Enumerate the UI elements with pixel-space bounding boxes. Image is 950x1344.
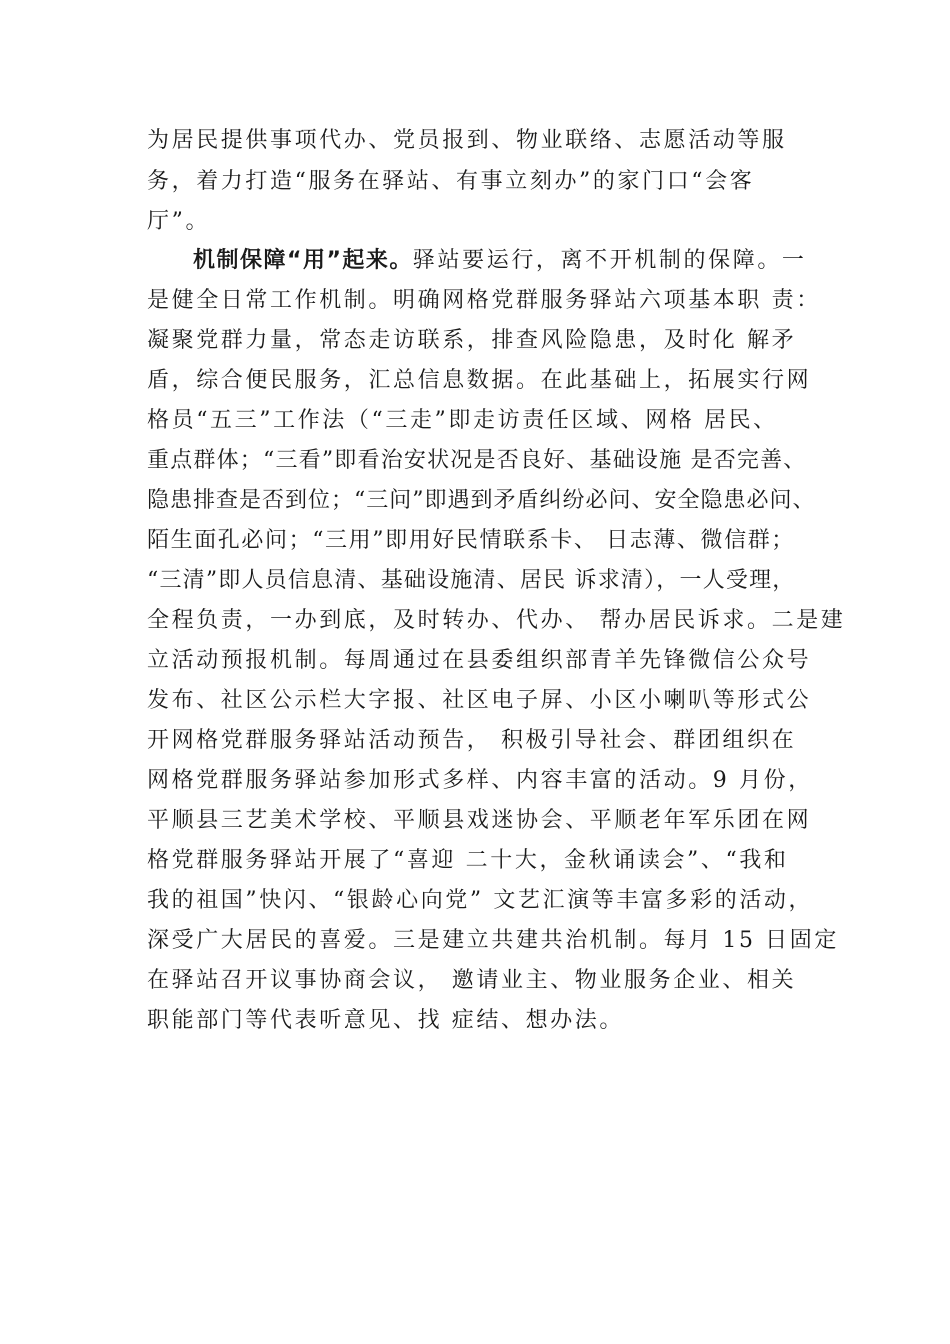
paragraph-line: 重点群体；“三看”即看治安状况是否良好、基础设施 是否完善、 [147,448,807,473]
section-heading: 机制保障“用”起来。 [193,248,413,273]
paragraph-line: 陌生面孔必问；“三用”即用好民情联系卡、 日志薄、微信群； [147,528,795,553]
paragraph-line: 发布、社区公示栏大字报、社区电子屏、小区小喇叭等形式公 [147,688,812,713]
paragraph-line: 厅”。 [147,209,211,234]
paragraph-line: 深受广大居民的喜爱。三是建立共建共治机制。每月 15 日固定 [147,928,839,953]
paragraph-line: 开网格党群服务驿站活动预告， 积极引导社会、群团组织在 [147,728,797,753]
paragraph-line: 格党群服务驿站开展了“喜迎 二十大，金秋诵读会”、“我和 [147,848,789,873]
paragraph-line: 为居民提供事项代办、党员报到、物业联络、志愿活动等服 [147,128,787,153]
paragraph-line: 务，着力打造“服务在驿站、有事立刻办”的家门口“会客 [147,169,755,194]
paragraph-line: “三清”即人员信息清、基础设施清、居民 诉求清），一人受理， [147,568,796,593]
paragraph-line: 盾，综合便民服务，汇总信息数据。在此基础上，拓展实行网 [147,368,812,393]
paragraph-line: 是健全日常工作机制。明确网格党群服务驿站六项基本职 责： [147,288,821,313]
paragraph-line: 网格党群服务驿站参加形式多样、内容丰富的活动。9 月份， [147,768,813,793]
paragraph-line: 在驿站召开议事协商会议， 邀请业主、物业服务企业、相关 [147,968,797,993]
paragraph-line: 隐患排查是否到位；“三问”即遇到矛盾纠纷必问、安全隐患必问、 [147,488,816,513]
paragraph-line: 职能部门等代表听意见、找 症结、想办法。 [147,1008,624,1033]
paragraph-line: 立活动预报机制。每周通过在县委组织部青羊先锋微信公众号 [147,648,812,673]
paragraph-first-line [193,246,807,276]
paragraph-line: 格员“五三”工作法（“三走”即走访责任区域、网格 居民、 [147,408,778,433]
paragraph-line: 平顺县三艺美术学校、平顺县戏迷协会、平顺老年军乐团在网 [147,808,812,833]
paragraph-line: 全程负责，一办到底，及时转办、代办、 帮办居民诉求。二是建 [147,608,846,633]
paragraph-text: 驿站要运行，离不开机制的保障。一 [412,248,807,273]
paragraph-line: 我的祖国”快闪、“银龄心向党” 文艺汇演等丰富多彩的活动， [147,888,814,913]
paragraph-line: 凝聚党群力量，常态走访联系，排查风险隐患，及时化 解矛 [147,328,797,353]
